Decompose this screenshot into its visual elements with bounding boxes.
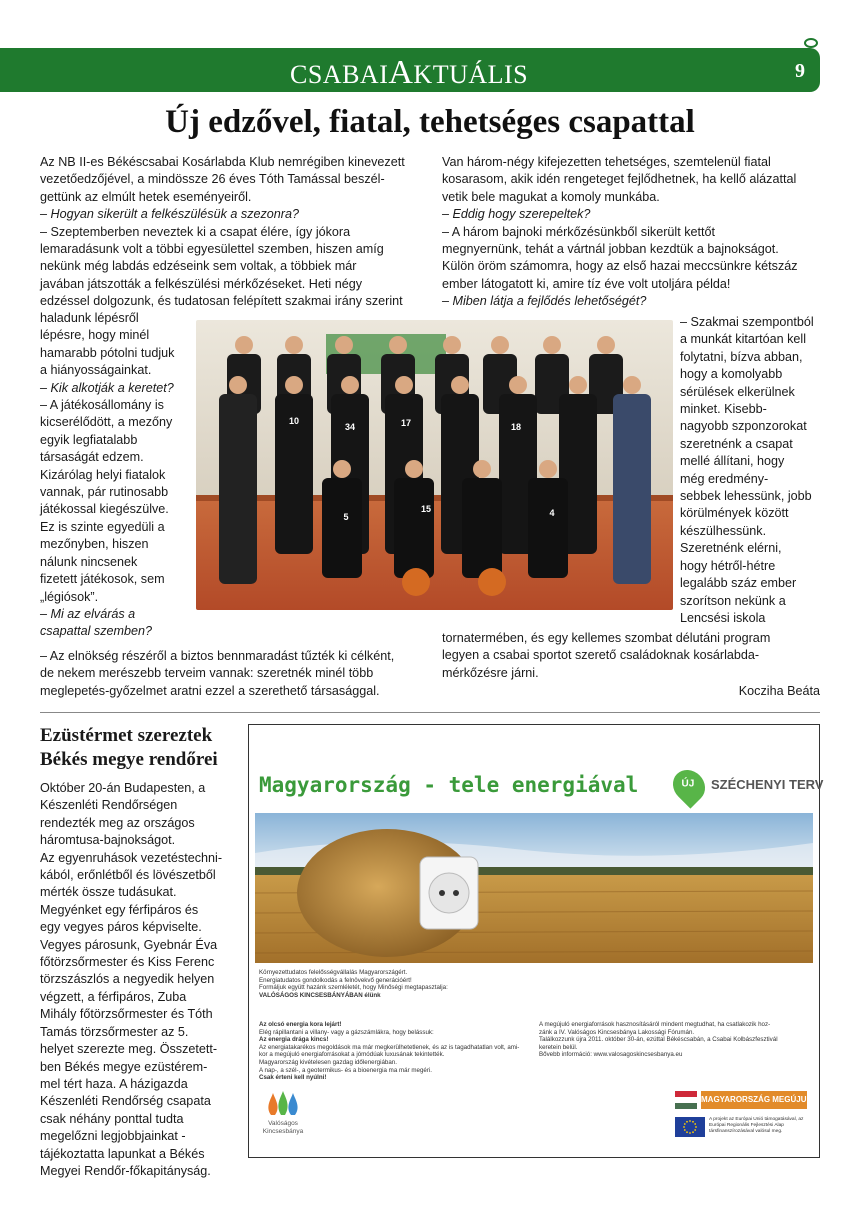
side-title-line1: Ezüstérmet szereztek bbox=[40, 725, 213, 746]
article-line: Lencsési iskola bbox=[680, 610, 766, 625]
basketball-1 bbox=[402, 568, 430, 596]
article-right-bottom bbox=[442, 630, 822, 682]
article-line: még eredmény- bbox=[680, 471, 769, 486]
front-player-2-body bbox=[394, 478, 434, 578]
jersey-number: 5 bbox=[343, 512, 349, 522]
article-line: lépésre, hogy minél bbox=[40, 328, 150, 343]
article-line: körülmények között bbox=[680, 506, 789, 521]
eu-star bbox=[689, 1120, 691, 1122]
article-line: Külön öröm számomra, hogy az első hazai meccsünkre kétszáz bbox=[442, 259, 798, 274]
article-line: kosarasom, akik idén rengeteget fejlődhetnek, ha kellő alázattal bbox=[442, 172, 797, 187]
ad-text-line: zánk a IV. Valóságos Kincsesbánya Lakossági Fórumán. bbox=[539, 1028, 695, 1036]
side-article-line: mel tért haza. A házigazda bbox=[40, 1076, 188, 1091]
mid-player-3-head bbox=[341, 376, 359, 394]
side-article-line: törzszászlós a negyedik helyen bbox=[40, 972, 215, 987]
mid-player-6-head bbox=[509, 376, 527, 394]
article-line: vezetőedzőjével, a mindössze 26 éves Tóth Tamással beszél- bbox=[40, 172, 385, 187]
mid-player-5-head bbox=[451, 376, 469, 394]
eu-star bbox=[695, 1126, 697, 1128]
article-title: Új edzővel, fiatal, tehetséges csapattal bbox=[165, 104, 695, 140]
jersey-number: 17 bbox=[400, 418, 412, 428]
article-line: „légiósok”. bbox=[40, 589, 99, 604]
article-line: – Eddig hogy szerepeltek? bbox=[442, 207, 591, 222]
back-player-7-head bbox=[543, 336, 561, 354]
megujul-badge: MAGYARORSZÁG MEGÚJUL bbox=[701, 1091, 807, 1109]
ad-text-line: Környezettudatos felelősségvállalás Magyarországért. bbox=[259, 969, 408, 976]
article-line: készülhessünk. bbox=[680, 523, 767, 538]
ad-text-line: Az olcsó energia kora lejárt! bbox=[259, 1021, 342, 1028]
side-article-line: csak néhány ponttal tudta bbox=[40, 1111, 184, 1126]
eu-star bbox=[686, 1121, 688, 1123]
article-line: – A játékosállomány is bbox=[40, 398, 164, 413]
mid-player-1-body bbox=[219, 394, 257, 584]
side-article-line: ben Békés megye ezüstérem- bbox=[40, 1059, 208, 1074]
front-player-3-body bbox=[462, 478, 502, 578]
jersey-number: 10 bbox=[288, 416, 300, 426]
eu-star bbox=[689, 1132, 691, 1134]
article-line: – Miben látja a fejlődés lehetőségét? bbox=[442, 294, 647, 309]
article-line: – Szakmai szempontból bbox=[680, 315, 814, 329]
article-line: Ez is szinte egyedüli a bbox=[40, 519, 165, 534]
article-line: hogy hétről-hétre bbox=[680, 558, 776, 573]
front-player-2-head bbox=[405, 460, 423, 478]
article-line: tornatermében, és egy kellemes szombat délutáni program bbox=[442, 631, 771, 645]
ad-text-line: Csak érteni kell nyúlni! bbox=[259, 1074, 327, 1082]
article-line: legyen a csabai sportot szerető családoknak kosárlabda- bbox=[442, 648, 760, 663]
ad-text-line: Elég rápillantani a villany- vagy a gázszámlákra, hogy belássuk: bbox=[259, 1028, 434, 1036]
article-line: Van három-négy kifejezetten tehetséges, szemtelenül fiatal bbox=[442, 155, 771, 169]
article-line: szeretnénk a csapat bbox=[680, 436, 793, 451]
side-article-line: Október 20-án Budapesten, a bbox=[40, 781, 206, 795]
side-article-line: megelőzni legjobbjainkat - bbox=[40, 1129, 186, 1144]
eu-star bbox=[692, 1131, 694, 1133]
article-right-narrow bbox=[680, 314, 822, 627]
article-line: vetik bele magukat a komoly munkába. bbox=[442, 189, 660, 204]
eu-star bbox=[694, 1129, 696, 1131]
brand-line2: Kincsesbánya bbox=[262, 1128, 304, 1135]
article-left-bottom bbox=[40, 648, 440, 700]
jersey-number: 15 bbox=[420, 504, 432, 514]
article-line: társaságát edzem. bbox=[40, 450, 144, 465]
ad-text-line: A nap-, a szél-, a geotermikus- és a bioenergia ma már megéri. bbox=[259, 1066, 432, 1074]
eu-star bbox=[683, 1126, 685, 1128]
back-player-3-head bbox=[335, 336, 353, 354]
mid-player-4-head bbox=[395, 376, 413, 394]
article-line: egyik legfiatalabb bbox=[40, 432, 138, 447]
article-line: Szeretnénk elérni, bbox=[680, 541, 782, 556]
back-player-1-head bbox=[235, 336, 253, 354]
ad-left-text bbox=[259, 1021, 529, 1082]
article-line: – Mi az elvárás a bbox=[40, 606, 136, 621]
ad-text-line: Bővebb információ: www.valosagoskincsesbanya.eu bbox=[539, 1051, 683, 1059]
side-article-line: Mihály főtörzsőrmester és Tóth bbox=[40, 1007, 213, 1022]
mid-player-2-head bbox=[285, 376, 303, 394]
team-photo bbox=[196, 320, 673, 610]
article-line: de nekem merészebb terveim vannak: szeretnék minél több bbox=[40, 666, 374, 681]
article-right-top bbox=[442, 154, 822, 311]
valosagos-kincsesbanya-logo bbox=[253, 1089, 313, 1136]
ad-text-line: Találkozzunk újra 2011. október 30-án, ezúttal Békéscsabán, a Csabai Kolbászfesztivál bbox=[539, 1036, 778, 1044]
eu-star bbox=[686, 1131, 688, 1133]
ad-right-text bbox=[539, 1021, 809, 1059]
side-article-line: helyet szerezte meg. Összetett- bbox=[40, 1042, 218, 1057]
eu-funding-text: A projekt az Európai Unió támogatásával, az Európai Regionális Fejlesztési Alap társfinanszírozásával valósul meg. bbox=[709, 1117, 804, 1134]
article-line: a munkát kitartóan kell bbox=[680, 332, 806, 347]
jersey-number: 4 bbox=[549, 508, 555, 518]
front-player-4-head bbox=[539, 460, 557, 478]
article-line: legalább száz ember bbox=[680, 576, 797, 591]
article-line: fizetett játékosok, sem bbox=[40, 572, 165, 587]
side-article-line: rendezték meg az országos bbox=[40, 815, 195, 830]
article-line: mellé állítani, hogy bbox=[680, 454, 785, 469]
section-divider bbox=[40, 712, 820, 713]
side-article-line: háromtusa-bajnokságot. bbox=[40, 833, 176, 848]
back-player-6-head bbox=[491, 336, 509, 354]
front-player-3-head bbox=[473, 460, 491, 478]
side-article-line: Megyei Rendőr-főkapitányság. bbox=[40, 1163, 211, 1178]
side-article-line: végzett, a férfipáros, Zuba bbox=[40, 989, 187, 1004]
article-line: vannak, pár rutinosabb bbox=[40, 485, 169, 500]
side-article-body bbox=[40, 780, 240, 1180]
ad-text-line: Energiatudatos gondolkodás a felnövekvő generációért! bbox=[259, 976, 412, 984]
side-article-line: kából, erőnlétből és lövészetből bbox=[40, 868, 216, 883]
article-line: játékossal kiegészülve. bbox=[40, 502, 169, 517]
side-title-line2: Békés megye rendőrei bbox=[40, 749, 218, 770]
article-line: ember látogatott ki, amire tíz éve volt utoljára példa! bbox=[442, 276, 731, 291]
article-line: haladunk lépésről bbox=[40, 311, 139, 325]
article-line: minket. Kisebb- bbox=[680, 402, 767, 417]
ad-text-line: Magyarország kivételesen gazdag időlenergiában. bbox=[259, 1058, 397, 1066]
side-article-title bbox=[40, 724, 240, 772]
eu-star bbox=[694, 1123, 696, 1125]
side-article-line: főtörzsőrmester és Kiss Ferenc bbox=[40, 955, 215, 970]
mid-player-8-head bbox=[623, 376, 641, 394]
side-article-line: Tamás törzsőrmester az 5. bbox=[40, 1024, 189, 1039]
front-player-1-head bbox=[333, 460, 351, 478]
mid-player-7-head bbox=[569, 376, 587, 394]
article-line: Kizárólag helyi fiatalok bbox=[40, 467, 166, 482]
article-line: mezőnyben, hiszen bbox=[40, 537, 149, 552]
article-line: javában játszották a felkészülési mérkőzéseket. Heti négy bbox=[40, 276, 363, 291]
mid-player-8-body bbox=[613, 394, 651, 584]
header-title: CSABAIAKTUÁLIS bbox=[290, 54, 529, 91]
back-player-2-head bbox=[285, 336, 303, 354]
jersey-number: 18 bbox=[510, 422, 522, 432]
article-line: lemaradásunk volt a többi egyesülettel szemben, hiszen amíg bbox=[40, 242, 384, 257]
back-player-8-head bbox=[597, 336, 615, 354]
article-line: edzéssel dolgozunk, és tudatosan felépített szakmai irány szerint bbox=[40, 294, 403, 309]
article-author: Kocziha Beáta bbox=[738, 684, 820, 698]
ad-text-line: Az energiatakarékos megoldások ma már megkerülhetetlenek, és az is tagadhatatlan volt, ami- bbox=[259, 1043, 520, 1051]
side-article-line: egy vegyes páros képviselte. bbox=[40, 920, 202, 935]
article-line: – Az elnökség részéről a biztos bennmaradást tűzték ki célként, bbox=[40, 649, 395, 663]
hungarian-flag-icon bbox=[675, 1091, 697, 1109]
basketball-2 bbox=[478, 568, 506, 596]
article-line: a hiányosságainkat. bbox=[40, 363, 152, 378]
eu-star bbox=[692, 1121, 694, 1123]
drops-icon bbox=[263, 1089, 303, 1117]
page-number: 9 bbox=[795, 60, 805, 82]
article-left-narrow bbox=[40, 310, 194, 641]
article-line: meglepetés-győzelmet aratni ezzel a szerethető társasággal. bbox=[40, 683, 380, 698]
back-player-5-head bbox=[443, 336, 461, 354]
ad-text-line: keretein belül. bbox=[539, 1043, 578, 1051]
article-line: sérülések elkerülnek bbox=[680, 384, 795, 399]
szechenyi-logo-text: SZÉCHENYI TERV bbox=[711, 777, 824, 792]
advertisement bbox=[248, 724, 824, 1158]
article-line: sebbek lehessünk, jobb bbox=[680, 489, 812, 504]
side-article-line: mérték össze tudásukat. bbox=[40, 885, 177, 900]
side-article-line: Készenléti Rendőrségen bbox=[40, 798, 178, 813]
ad-hay-bale-photo bbox=[255, 813, 813, 963]
article-line: mérkőzésre járni. bbox=[442, 665, 539, 680]
ad-text-line: kor a megújuló energiaforrásokat a jómódúak luxusának tekintették. bbox=[259, 1051, 445, 1059]
article-line: nekünk még labdás edzéseink sem voltak, a többiek már bbox=[40, 259, 357, 274]
eu-star bbox=[684, 1123, 686, 1125]
ad-headline: Magyarország - tele energiával bbox=[259, 773, 639, 797]
article-line: kicserélődött, a mezőny bbox=[40, 415, 173, 430]
jersey-number: 34 bbox=[344, 422, 356, 432]
article-line: hamarabb pótolni tudjuk bbox=[40, 345, 175, 360]
back-player-4-head bbox=[389, 336, 407, 354]
article-line: – Hogyan sikerült a felkészülésük a szezonra? bbox=[40, 207, 300, 222]
ad-text-line: Formáljuk együtt hazánk szemléletét, hogy Minőségi megtapasztalja: bbox=[259, 984, 448, 992]
article-line: – Kik alkotják a keretet? bbox=[40, 380, 174, 395]
article-line: nálunk nincsenek bbox=[40, 554, 138, 569]
eu-star bbox=[684, 1129, 686, 1131]
mid-player-1-head bbox=[229, 376, 247, 394]
front-player-4-body bbox=[528, 478, 568, 578]
article-line: megnyernünk, tehát a vártnál jobban kezdtük a bajnokságot. bbox=[442, 242, 779, 257]
eu-flag-icon bbox=[675, 1117, 705, 1137]
article-line: gettünk az elmúlt hetek eseményeiről. bbox=[40, 189, 252, 204]
article-line: hogy a komolyabb bbox=[680, 367, 783, 382]
side-article-line: Vegyes párosunk, Gyebnár Éva bbox=[40, 937, 218, 952]
article-line: – Szeptemberben neveztek ki a csapat élére, így jókora bbox=[40, 224, 351, 239]
ad-text-line: A megújuló energiaforrások hasznosításáról mindent megtudhat, ha csatlakozik hoz- bbox=[539, 1021, 771, 1028]
article-line: Az NB II-es Békéscsabai Kosárlabda Klub nemrégiben kinevezett bbox=[40, 155, 405, 169]
header-swirl-icon bbox=[804, 38, 818, 48]
team-photo-image bbox=[196, 320, 673, 610]
ad-text-line: VALÓSÁGOS KINCSESBÁNYÁBAN élünk bbox=[259, 991, 381, 999]
article-line: csapattal szemben? bbox=[40, 624, 153, 639]
article-line: folytatni, bízva abban, bbox=[680, 349, 803, 364]
ad-text-line: Az energia drága kincs! bbox=[259, 1036, 329, 1044]
article-line: – A három bajnoki mérkőzésünkből sikerült kettőt bbox=[442, 224, 716, 239]
szechenyi-logo-icon: ÚJ bbox=[666, 763, 711, 808]
article-line: szorítson nekünk a bbox=[680, 593, 786, 608]
ad-intro-text bbox=[259, 969, 559, 999]
side-article-line: Az egyenruhások vezetéstechni- bbox=[40, 850, 223, 865]
brand-line1: Valóságos bbox=[268, 1120, 298, 1127]
front-player-1-body bbox=[322, 478, 362, 578]
side-article-line: Megyénket egy férfipáros és bbox=[40, 902, 199, 917]
side-article-line: Készenléti Rendőrség csapata bbox=[40, 1094, 211, 1109]
article-left-top bbox=[40, 154, 440, 311]
side-article-line: tájékoztatta lapunkat a Békés bbox=[40, 1146, 205, 1161]
article-line: nagyobb szponzorokat bbox=[680, 419, 807, 434]
